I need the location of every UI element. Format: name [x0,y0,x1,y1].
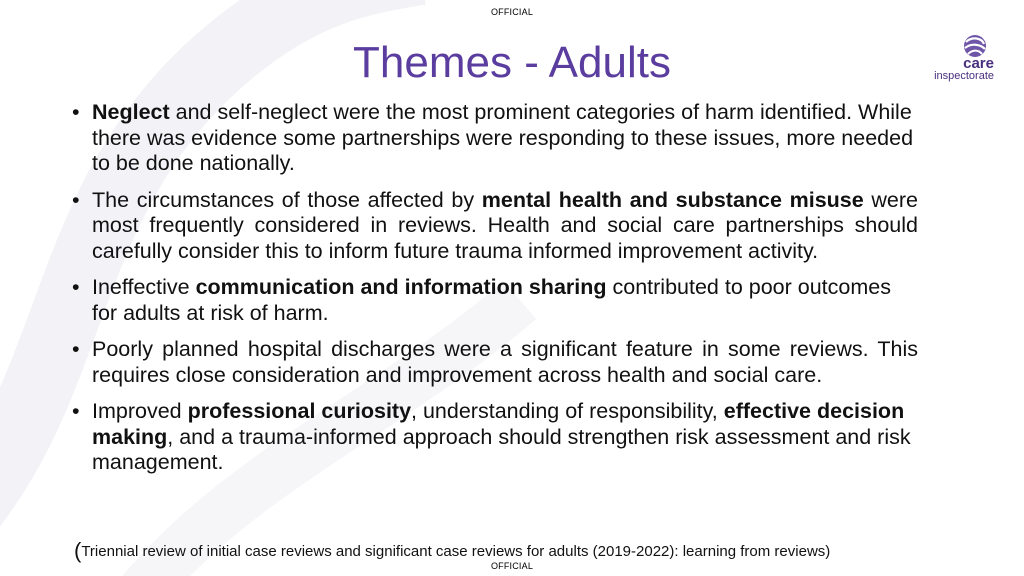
security-marking-bottom: OFFICIAL [490,561,534,571]
bullet-bold-text: effective decision making [92,399,905,449]
bullet-text: Poorly planned hospital discharges were a significant feature in some reviews. This requires close consideration and improvement across health and social care. [92,337,918,387]
bullet-hospital-discharges [70,337,918,388]
logo-word-inspectorate: inspectorate [934,70,994,82]
bullet-text: Improved [92,399,188,423]
bullet-mental-health [70,188,918,265]
source-text: Triennial review of initial case reviews and significant case reviews for adults (2019-2022): learning from reviews) [81,543,831,560]
bullet-text: , understanding of responsibility, [411,399,724,423]
care-inspectorate-logo [912,34,994,84]
security-marking-top: OFFICIAL [490,7,534,17]
logo-word-care: care [963,55,994,72]
bullet-bold-text: Neglect [92,100,170,124]
bullet-text: , and a trauma-informed approach should strengthen risk assessment and risk management. [92,424,911,474]
bullet-text: contributed to poor outcomes for adults at risk of harm. [92,275,891,325]
slide-title: Themes - Adults [353,38,671,87]
bullet-text: Ineffective [92,275,196,299]
bullet-neglect [70,100,918,177]
bullet-communication [70,275,918,326]
bullet-text: and self-neglect were the most prominent categories of harm identified. While there was evidence some partnerships were responding to these issues, more needed to be done nationally. [92,100,914,175]
bullet-list [70,100,918,487]
source-open-paren: ( [74,538,82,563]
bullet-text: were most frequently considered in reviews. Health and social care partnerships should carefully consider this to inform future trauma informed improvement activity. [92,187,918,263]
bullet-bold-text: communication and information sharing [195,275,607,299]
bullet-bold-text: mental health and substance misuse [481,187,864,212]
bullet-bold-text: professional curiosity [187,399,412,423]
bullet-text: The circumstances of those affected by [92,187,482,212]
bullet-professional-curiosity [70,399,918,476]
